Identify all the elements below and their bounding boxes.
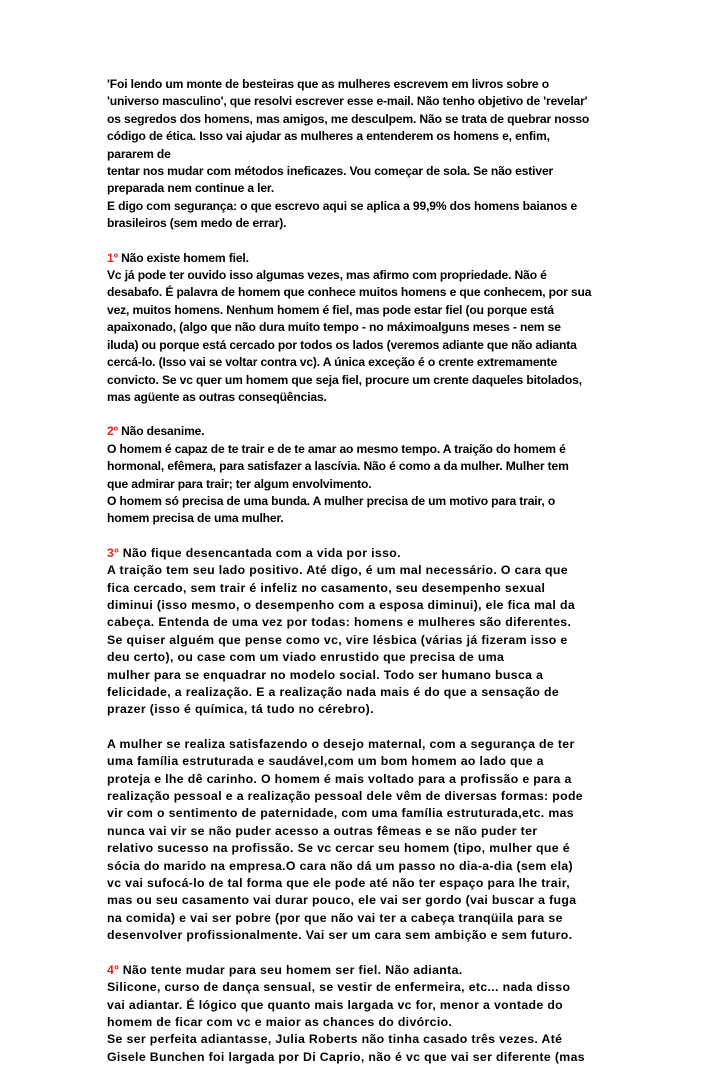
line-text: cabeça. Entenda de uma vez por todas: homens e mulheres são diferentes. [107, 615, 572, 630]
text-line [107, 510, 627, 527]
document-page [107, 76, 627, 1066]
text-line [107, 423, 627, 440]
paragraph-gap [107, 406, 627, 423]
text-line [107, 614, 627, 631]
text-line [107, 701, 627, 718]
line-text: homem precisa de uma mulher. [107, 511, 284, 526]
text-line [107, 250, 627, 267]
line-text: hormonal, efêmera, para satisfazer a lascívia. Não é como a da mulher. Mulher tem [107, 459, 569, 474]
text-line [107, 910, 627, 927]
paragraph-gap [107, 945, 627, 962]
text-line [107, 753, 627, 770]
line-text: Não existe homem fiel. [121, 250, 249, 265]
line-text: A traição tem seu lado positivo. Até digo, é um mal necessário. O cara que [107, 563, 568, 578]
line-text: homem de ficar com vc e maior as chances do divórcio. [107, 1014, 453, 1029]
section-number: 4º [107, 962, 123, 977]
text-line [107, 111, 627, 128]
text-line [107, 441, 627, 458]
text-line [107, 805, 627, 822]
text-line [107, 163, 627, 180]
line-text: 'Foi lendo um monte de besteiras que as mulheres escrevem em livros sobre o [107, 77, 549, 91]
line-text: os segredos dos homens, mas amigos, me desculpem. Não se trata de quebrar nosso [107, 111, 590, 126]
section-number: 1º [107, 250, 122, 265]
line-text: relativo sucesso na profissão. Se vc cercar seu homem (tipo, mulher que é [107, 841, 570, 856]
paragraph-gap [107, 233, 627, 250]
text-line [107, 788, 627, 805]
line-text: Silicone, curso de dança sensual, se vestir de enfermeira, etc... nada disso [107, 980, 571, 995]
line-text: Gisele Bunchen foi largada por Di Caprio, não é vc que vai ser diferente (mas [107, 1049, 585, 1064]
paragraph [107, 962, 627, 1066]
text-line [107, 597, 627, 614]
line-text: desabafo. É palavra de homem que conhece muitos homens e que conhecem, por sua [107, 285, 592, 300]
line-text: E digo com segurança: o que escrevo aqui se aplica a 99,9% dos homens baianos e [107, 198, 578, 213]
line-text: nunca vai vir se não puder acesso a outras fêmeas e se não puder ter [107, 823, 538, 838]
paragraph [107, 545, 627, 719]
text-line [107, 997, 627, 1014]
paragraph [107, 736, 627, 945]
text-line [107, 632, 627, 649]
line-text: vai adiantar. É lógico que quanto mais largada vc for, menor a vontade do [107, 997, 564, 1012]
line-text: 'universo masculino', que resolvi escrever esse e-mail. Não tenho objetivo de 'revelar' [107, 94, 588, 109]
line-text: Não desanime. [121, 424, 205, 439]
text-line [107, 76, 627, 93]
paragraph [107, 76, 627, 233]
text-line [107, 146, 627, 163]
line-text: mulher para se enquadrar no modelo social. Todo ser humano busca a [107, 667, 544, 682]
text-line [107, 649, 627, 666]
text-line [107, 667, 627, 684]
text-line [107, 493, 627, 510]
section-number: 2º [107, 424, 122, 439]
text-line [107, 962, 627, 979]
text-line [107, 354, 627, 371]
line-text: na comida) e vai ser pobre (por que não vai ter a cabeça tranqüila para se [107, 910, 563, 925]
text-line [107, 198, 627, 215]
text-line [107, 684, 627, 701]
line-text: preparada nem continue a ler. [107, 181, 275, 196]
text-line [107, 545, 627, 562]
text-line [107, 771, 627, 788]
text-line [107, 337, 627, 354]
line-text: Vc já pode ter ouvido isso algumas vezes, mas afirmo com propriedade. Não é [107, 268, 547, 283]
paragraph [107, 250, 627, 407]
section-number: 3º [107, 545, 123, 560]
paragraph-gap [107, 719, 627, 736]
text-line [107, 858, 627, 875]
line-text: apaixonado, (algo que não dura muito tempo - no máximoalguns meses - nem se [107, 320, 561, 335]
line-text: brasileiros (sem medo de errar). [107, 216, 287, 231]
line-text: sócia do marido na empresa.O cara não dá um passo no dia-a-dia (sem ela) [107, 858, 573, 873]
line-text: mas ou seu casamento vai durar pouco, ele vai ser gordo (vai buscar a fuga [107, 893, 577, 908]
text-line [107, 476, 627, 493]
line-text: A mulher se realiza satisfazendo o desejo maternal, com a segurança de ter [107, 736, 575, 751]
line-text: deu certo), ou case com um viado enrustido que precisa de uma [107, 650, 505, 665]
text-line [107, 1049, 627, 1066]
text-line [107, 892, 627, 909]
line-text: mas agüente as outras conseqüências. [107, 389, 327, 404]
text-line [107, 389, 627, 406]
text-line [107, 180, 627, 197]
text-line [107, 128, 627, 145]
text-line [107, 215, 627, 232]
text-line [107, 875, 627, 892]
line-text: Se quiser alguém que pense como vc, vire lésbica (várias já fizeram isso e [107, 632, 568, 647]
line-text: uma família estruturada e saudável,com um bom homem ao lado que a [107, 754, 544, 769]
line-text: proteja e lhe dê carinho. O homem é mais voltado para a profissão e para a [107, 771, 572, 786]
paragraph-gap [107, 528, 627, 545]
text-line [107, 979, 627, 996]
paragraph [107, 423, 627, 527]
line-text: iluda) ou porque está cercado por todos os lados (veremos adiante que não adianta [107, 337, 577, 352]
line-text: pararem de [107, 146, 171, 161]
line-text: desenvolver profissionalmente. Vai ser um cara sem ambição e sem futuro. [107, 928, 573, 943]
line-text: convicto. Se vc quer um homem que seja fiel, procure um crente daqueles bitolados, [107, 372, 582, 387]
text-line [107, 284, 627, 301]
line-text: Se ser perfeita adiantasse, Julia Roberts não tinha casado três vezes. Até [107, 1032, 563, 1047]
text-line [107, 840, 627, 857]
line-text: que admirar para trair; ter algum envolvimento. [107, 476, 372, 491]
line-text: cercá-lo. (Isso vai se voltar contra vc). A única exceção é o crente extremamente [107, 355, 558, 370]
line-text: O homem só precisa de uma bunda. A mulher precisa de um motivo para trair, o [107, 493, 556, 508]
line-text: Não tente mudar para seu homem ser fiel. Não adianta. [122, 962, 463, 977]
text-line [107, 458, 627, 475]
line-text: código de ética. Isso vai ajudar as mulheres a entenderem os homens e, enfim, [107, 129, 550, 144]
text-line [107, 93, 627, 110]
line-text: O homem é capaz de te trair e de te amar ao mesmo tempo. A traição do homem é [107, 441, 566, 456]
text-line [107, 736, 627, 753]
line-text: prazer (isso é química, tá tudo no cérebro). [107, 702, 374, 717]
text-line [107, 1014, 627, 1031]
line-text: felicidade, a realização. E a realização nada mais é do que a sensação de [107, 685, 560, 699]
line-text: vez, muitos homens. Nenhum homem é fiel, mas pode estar fiel (ou porque está [107, 302, 554, 317]
text-line [107, 580, 627, 597]
line-text: tentar nos mudar com métodos ineficazes. Vou começar de sola. Se não estiver [107, 164, 554, 179]
text-line [107, 927, 627, 944]
text-line [107, 1031, 627, 1048]
line-text: diminui (isso mesmo, o desempenho com a esposa diminui), ele fica mal da [107, 597, 576, 612]
text-line [107, 562, 627, 579]
line-text: vir com o sentimento de paternidade, com uma família estruturada,etc. mas [107, 806, 575, 821]
line-text: vc vai sufocá-lo de tal forma que ele pode até não ter espaço para lhe trair, [107, 876, 570, 891]
text-line [107, 319, 627, 336]
line-text: Não fique desencantada com a vida por isso. [122, 545, 401, 560]
text-line [107, 823, 627, 840]
text-line [107, 372, 627, 389]
text-line [107, 267, 627, 284]
line-text: realização pessoal e a realização pessoal dele vêm de diversas formas: pode [107, 789, 583, 804]
line-text: fica cercado, sem trair é infeliz no casamento, seu desempenho sexual [107, 580, 546, 595]
text-line [107, 302, 627, 319]
